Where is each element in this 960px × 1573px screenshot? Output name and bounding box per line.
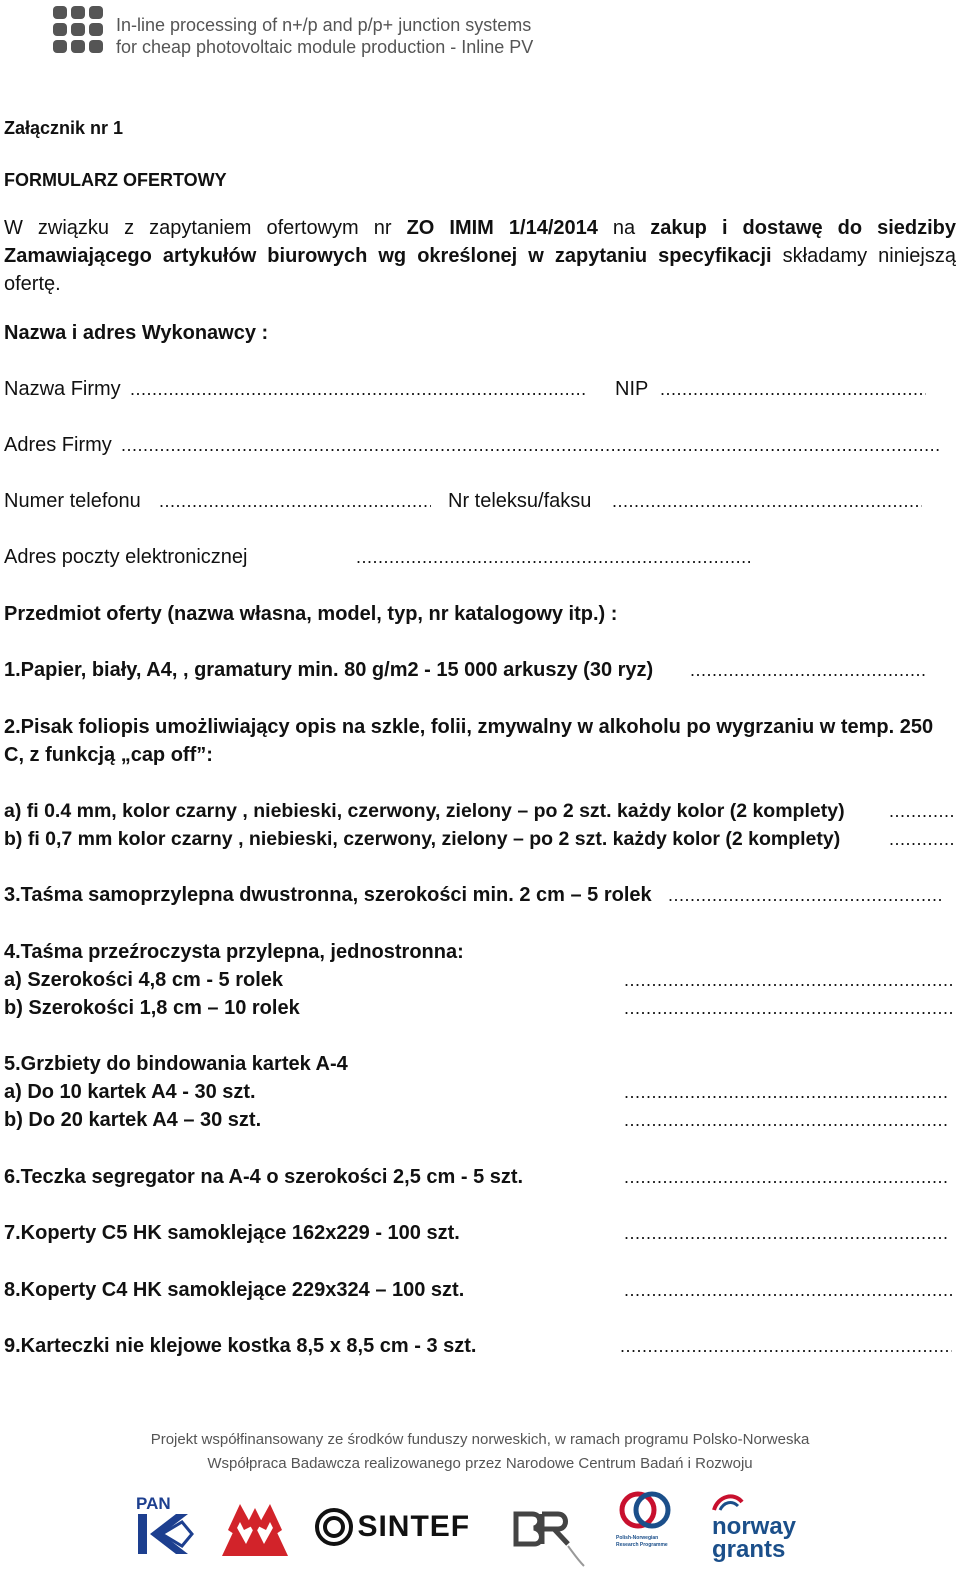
item-4b: b) Szerokości 1,8 cm – 10 rolek	[4, 997, 300, 1019]
item-2b: b) fi 0,7 mm kolor czarny , niebieski, czerwony, zielony – po 2 szt. każdy kolor (2 komplety)	[4, 828, 841, 850]
sintef-emblem-icon	[315, 1508, 353, 1546]
item-3-field[interactable]	[668, 881, 944, 909]
item-6: 6.Teczka segregator na A-4 o szerokości 2,5 cm - 5 szt.	[4, 1166, 524, 1188]
pan-logo-icon	[136, 1494, 196, 1558]
fax-field[interactable]	[612, 487, 922, 515]
pan-logo-text: PAN	[136, 1494, 171, 1513]
item-5a-field[interactable]	[624, 1078, 948, 1106]
footer-line-1: Projekt współfinansowany ze środków funduszy norweskich, w ramach programu Polsko-Norweska	[150, 1431, 810, 1448]
item-4a-field[interactable]	[624, 966, 954, 994]
form-title: FORMULARZ OFERTOWY	[4, 170, 227, 190]
item-5b: b) Do 20 kartek A4 – 30 szt.	[4, 1109, 262, 1131]
header-line-1: In-line processing of n+/p and p/p+ junction systems	[116, 15, 532, 35]
item-4: 4.Taśma przeźroczysta przylepna, jednostronna:	[4, 941, 464, 963]
intro-text-2: na	[597, 217, 651, 239]
email-label: Adres poczty elektronicznej	[4, 546, 248, 568]
annex-label: Załącznik nr 1	[4, 118, 124, 138]
br-logo-icon	[512, 1510, 586, 1568]
polish-norwegian-logo	[616, 1490, 674, 1554]
phone-label: Numer telefonu	[4, 490, 141, 512]
polish-norwegian-emblem-icon	[616, 1490, 674, 1530]
item-3: 3.Taśma samoprzylepna dwustronna, szerokości min. 2 cm – 5 rolek	[4, 884, 652, 906]
sintef-logo	[315, 1508, 470, 1548]
item-2a: a) fi 0.4 mm, kolor czarny , niebieski, czerwony, zielony – po 2 szt. każdy kolor (2 komplety)	[4, 800, 845, 822]
item-9: 9.Karteczki nie klejowe kostka 8,5 x 8,5 cm - 3 szt.	[4, 1335, 477, 1357]
item-5b-field[interactable]	[624, 1106, 948, 1134]
grants-text: grants	[712, 1536, 786, 1563]
item-8-field[interactable]	[624, 1276, 952, 1304]
item-5: 5.Grzbiety do bindowania kartek A-4	[4, 1053, 348, 1075]
item-2a-field[interactable]	[889, 797, 953, 825]
subject-heading: Przedmiot oferty (nazwa własna, model, typ, nr katalogowy itp.) :	[4, 603, 618, 625]
company-name-label: Nazwa Firmy	[4, 378, 121, 400]
item-4a: a) Szerokości 4,8 cm - 5 rolek	[4, 969, 284, 991]
fax-label: Nr teleksu/faksu	[448, 490, 592, 512]
norway-text: norway	[712, 1513, 797, 1540]
nip-field[interactable]	[660, 375, 926, 403]
norway-grants-emblem-icon	[712, 1492, 744, 1512]
company-name-field[interactable]	[130, 375, 588, 403]
item-8: 8.Koperty C4 HK samoklejące 229x324 – 100 szt.	[4, 1279, 465, 1301]
item-6-field[interactable]	[624, 1163, 948, 1191]
item-2b-field[interactable]	[889, 825, 953, 853]
item-7: 7.Koperty C5 HK samoklejące 162x229 - 100 szt.	[4, 1222, 460, 1244]
item-4b-field[interactable]	[624, 994, 954, 1022]
intro-text-3: składamy niniejszą ofertę.	[4, 245, 956, 295]
item-1-field[interactable]	[690, 656, 925, 684]
item-7-field[interactable]	[624, 1219, 950, 1247]
sintef-logo-text: SINTEF	[357, 1510, 471, 1543]
inquiry-subject: zakup i dostawę do siedziby Zamawiającego artykułów biurowych wg określonej w zapytaniu specyfikacji	[4, 217, 957, 267]
imim-logo-icon	[222, 1496, 288, 1556]
footer-line-2: Współpraca Badawcza realizowanego przez Narodowe Centrum Badań i Rozwoju	[207, 1455, 753, 1472]
company-address-field[interactable]	[121, 431, 941, 459]
nip-label: NIP	[615, 378, 649, 400]
contractor-heading: Nazwa i adres Wykonawcy :	[4, 322, 269, 344]
intro-paragraph	[4, 214, 956, 298]
email-field[interactable]	[356, 543, 750, 571]
item-9-field[interactable]	[620, 1332, 952, 1360]
polish-norwegian-text: Polish-Norwegian Research Programme	[616, 1535, 668, 1548]
header-line-2: for cheap photovoltaic module production - Inline PV	[116, 37, 534, 57]
phone-field[interactable]	[159, 487, 431, 515]
norway-grants-logo	[712, 1492, 812, 1563]
item-5a: a) Do 10 kartek A4 - 30 szt.	[4, 1081, 256, 1103]
inquiry-reference: ZO IMIM 1/14/2014	[406, 217, 598, 239]
intro-text-1: W związku z zapytaniem ofertowym nr	[4, 217, 407, 239]
project-logo-icon	[53, 6, 105, 56]
item-1: 1.Papier, biały, A4, , gramatury min. 80 g/m2 - 15 000 arkuszy (30 ryz)	[4, 659, 654, 681]
company-address-label: Adres Firmy	[4, 434, 112, 456]
item-2: 2.Pisak foliopis umożliwiający opis na szkle, folii, zmywalny w alkoholu po wygrzaniu w temp. 250 C, z funkcją „cap off”:	[4, 716, 934, 766]
